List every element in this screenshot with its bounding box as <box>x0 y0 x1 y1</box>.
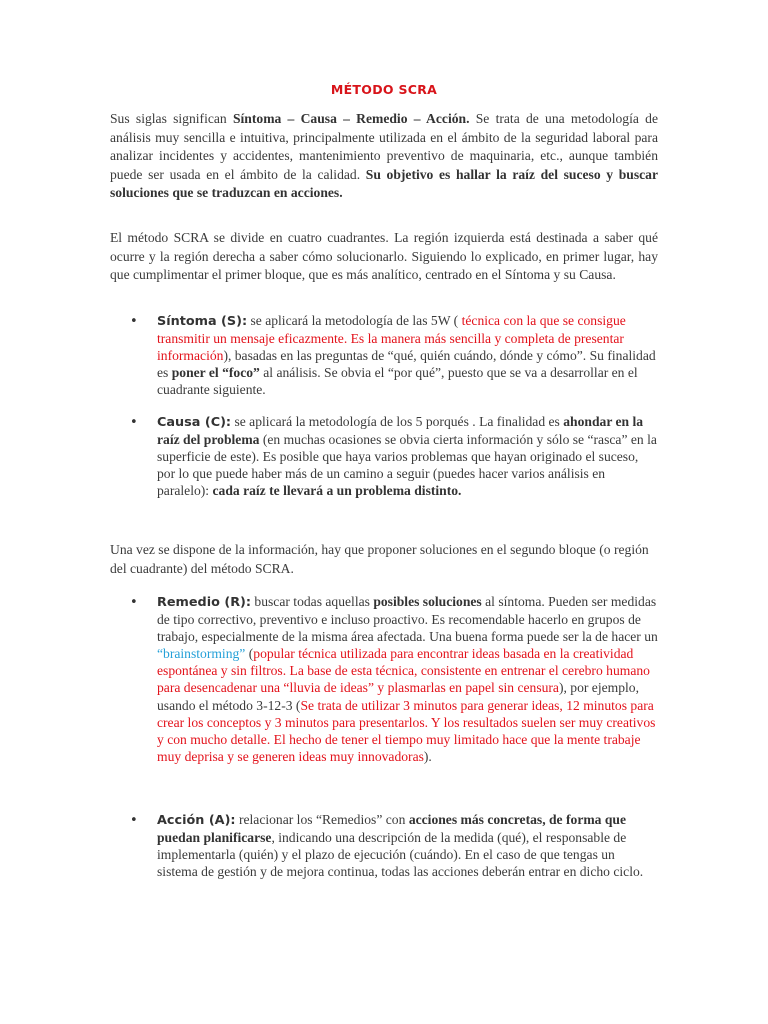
text-run: ). <box>423 748 432 764</box>
highlight-text: Se trata de utilizar 3 minutos para generar ideas, 12 minutos para crear los conceptos y 3 minutos para presentarlos. Y los resultados suelen ser muy creativos y con mucho detalle. El hecho de tener el tiempo muy limitado hace que la mente trabaje muy deprisa y se generen ideas muy innovadoras <box>157 697 656 764</box>
text-run: se aplicará la metodología de los 5 porqués . La finalidad es <box>231 414 564 429</box>
bold-text: Su objetivo es hallar la raíz del suceso y buscar soluciones que se traduzcan en acciones. <box>110 166 658 201</box>
sintoma-label: Síntoma (S): <box>157 314 248 329</box>
bullet-sintoma <box>157 312 659 398</box>
bullet-icon: • <box>130 595 138 610</box>
text-run: ( <box>245 646 254 662</box>
bullet-icon: • <box>130 314 138 329</box>
text-run: al síntoma. Pueden ser medidas de tipo correctivo, preventivo e incluso proactivo. Es recomendable hacerlo en grupos de trabajo, especialmente de la misma área afectada. Una buena forma puede ser la de hacer un <box>157 594 658 645</box>
text-run: ), basadas en las preguntas de “qué, quién cuándo, dónde y cómo”. Su finalidad es <box>157 348 656 381</box>
text-run: ), por ejemplo, usando el método 3-12-3 ( <box>157 680 639 713</box>
text-run: se aplicará la metodología de las 5W ( <box>247 313 462 328</box>
remedio-label: Remedio (R): <box>157 595 252 610</box>
text-run: buscar todas aquellas <box>251 594 374 609</box>
bullet-icon: • <box>130 813 138 828</box>
quadrants-paragraph: El método SCRA se divide en cuatro cuadrantes. La región izquierda está destinada a saber qué ocurre y la región derecha a saber cómo solucionarlo. Siguiendo lo explicado, en primer lugar, hay que cumplimentar el primer bloque, que es más analítico, centrado en el Síntoma y su Causa. <box>110 230 658 283</box>
bold-text: posibles soluciones <box>373 594 482 609</box>
bullet-causa <box>157 413 659 499</box>
solutions-paragraph: Una vez se dispone de la información, hay que proponer soluciones en el segundo bloque (o región del cuadrante) del método SCRA. <box>110 542 649 576</box>
intro-paragraph <box>110 110 658 203</box>
text-run: , indicando una descripción de la medida (qué), el responsable de implementarla (quién) y el plazo de ejecución (cuándo). En el caso de que tengas un sistema de gestión y de mejora continua, todas las acciones deberán entrar en dicho ciclo. <box>157 830 644 880</box>
bullet-remedio <box>157 593 659 765</box>
text-run: Se trata de una metodología de análisis muy sencilla e intuitiva, principalmente utilizada en el ámbito de la seguridad laboral para analizar incidentes y accidentes, mantenimiento preventivo de maquinaria, etc., aunque también puede ser usada en el ámbito de la calidad. <box>110 111 658 182</box>
text-run: relacionar los “Remedios” con <box>235 812 409 827</box>
bold-text: ahondar en la raíz del problema <box>157 414 644 448</box>
bold-text: acciones más concretas, de forma que puedan planificarse <box>157 812 627 846</box>
bold-text: cada raíz te llevará a un problema distinto. <box>212 483 462 499</box>
causa-label: Causa (C): <box>157 415 232 430</box>
brainstorming-link[interactable]: “brainstorming” <box>157 646 246 662</box>
text-run: (en muchas ocasiones se obvia cierta información y sólo se “rasca” en la superficie de este). Es posible que haya varios problemas que hayan originado el suceso, por lo que puede haber más de un camino a seguir (puedes hacer varios análisis en paralelo): <box>157 432 657 499</box>
bullet-icon: • <box>130 415 138 430</box>
accion-label: Acción (A): <box>157 813 236 828</box>
text-run: al análisis. Se obvia el “por qué”, puesto que se va a desarrollar en el cuadrante siguiente. <box>157 365 638 398</box>
highlight-text: popular técnica utilizada para encontrar ideas basada en la creatividad espontánea y sin filtros. La base de esta técnica, consistente en entrenar el cerebro humano para desencadenar una “lluvia de ideas” y plasmarlas en papel sin censura <box>157 646 650 696</box>
text-run: Sus siglas significan <box>110 111 233 126</box>
document-title: MÉTODO SCRA <box>330 82 438 97</box>
bullet-accion <box>157 811 659 880</box>
bold-text: poner el “foco” <box>171 365 260 381</box>
highlight-text: técnica con la que se consigue transmitir un mensaje eficazmente. Es la manera más sencilla y completa de presentar información <box>157 313 626 364</box>
bold-text: Síntoma – Causa – Remedio – Acción. <box>232 111 470 126</box>
